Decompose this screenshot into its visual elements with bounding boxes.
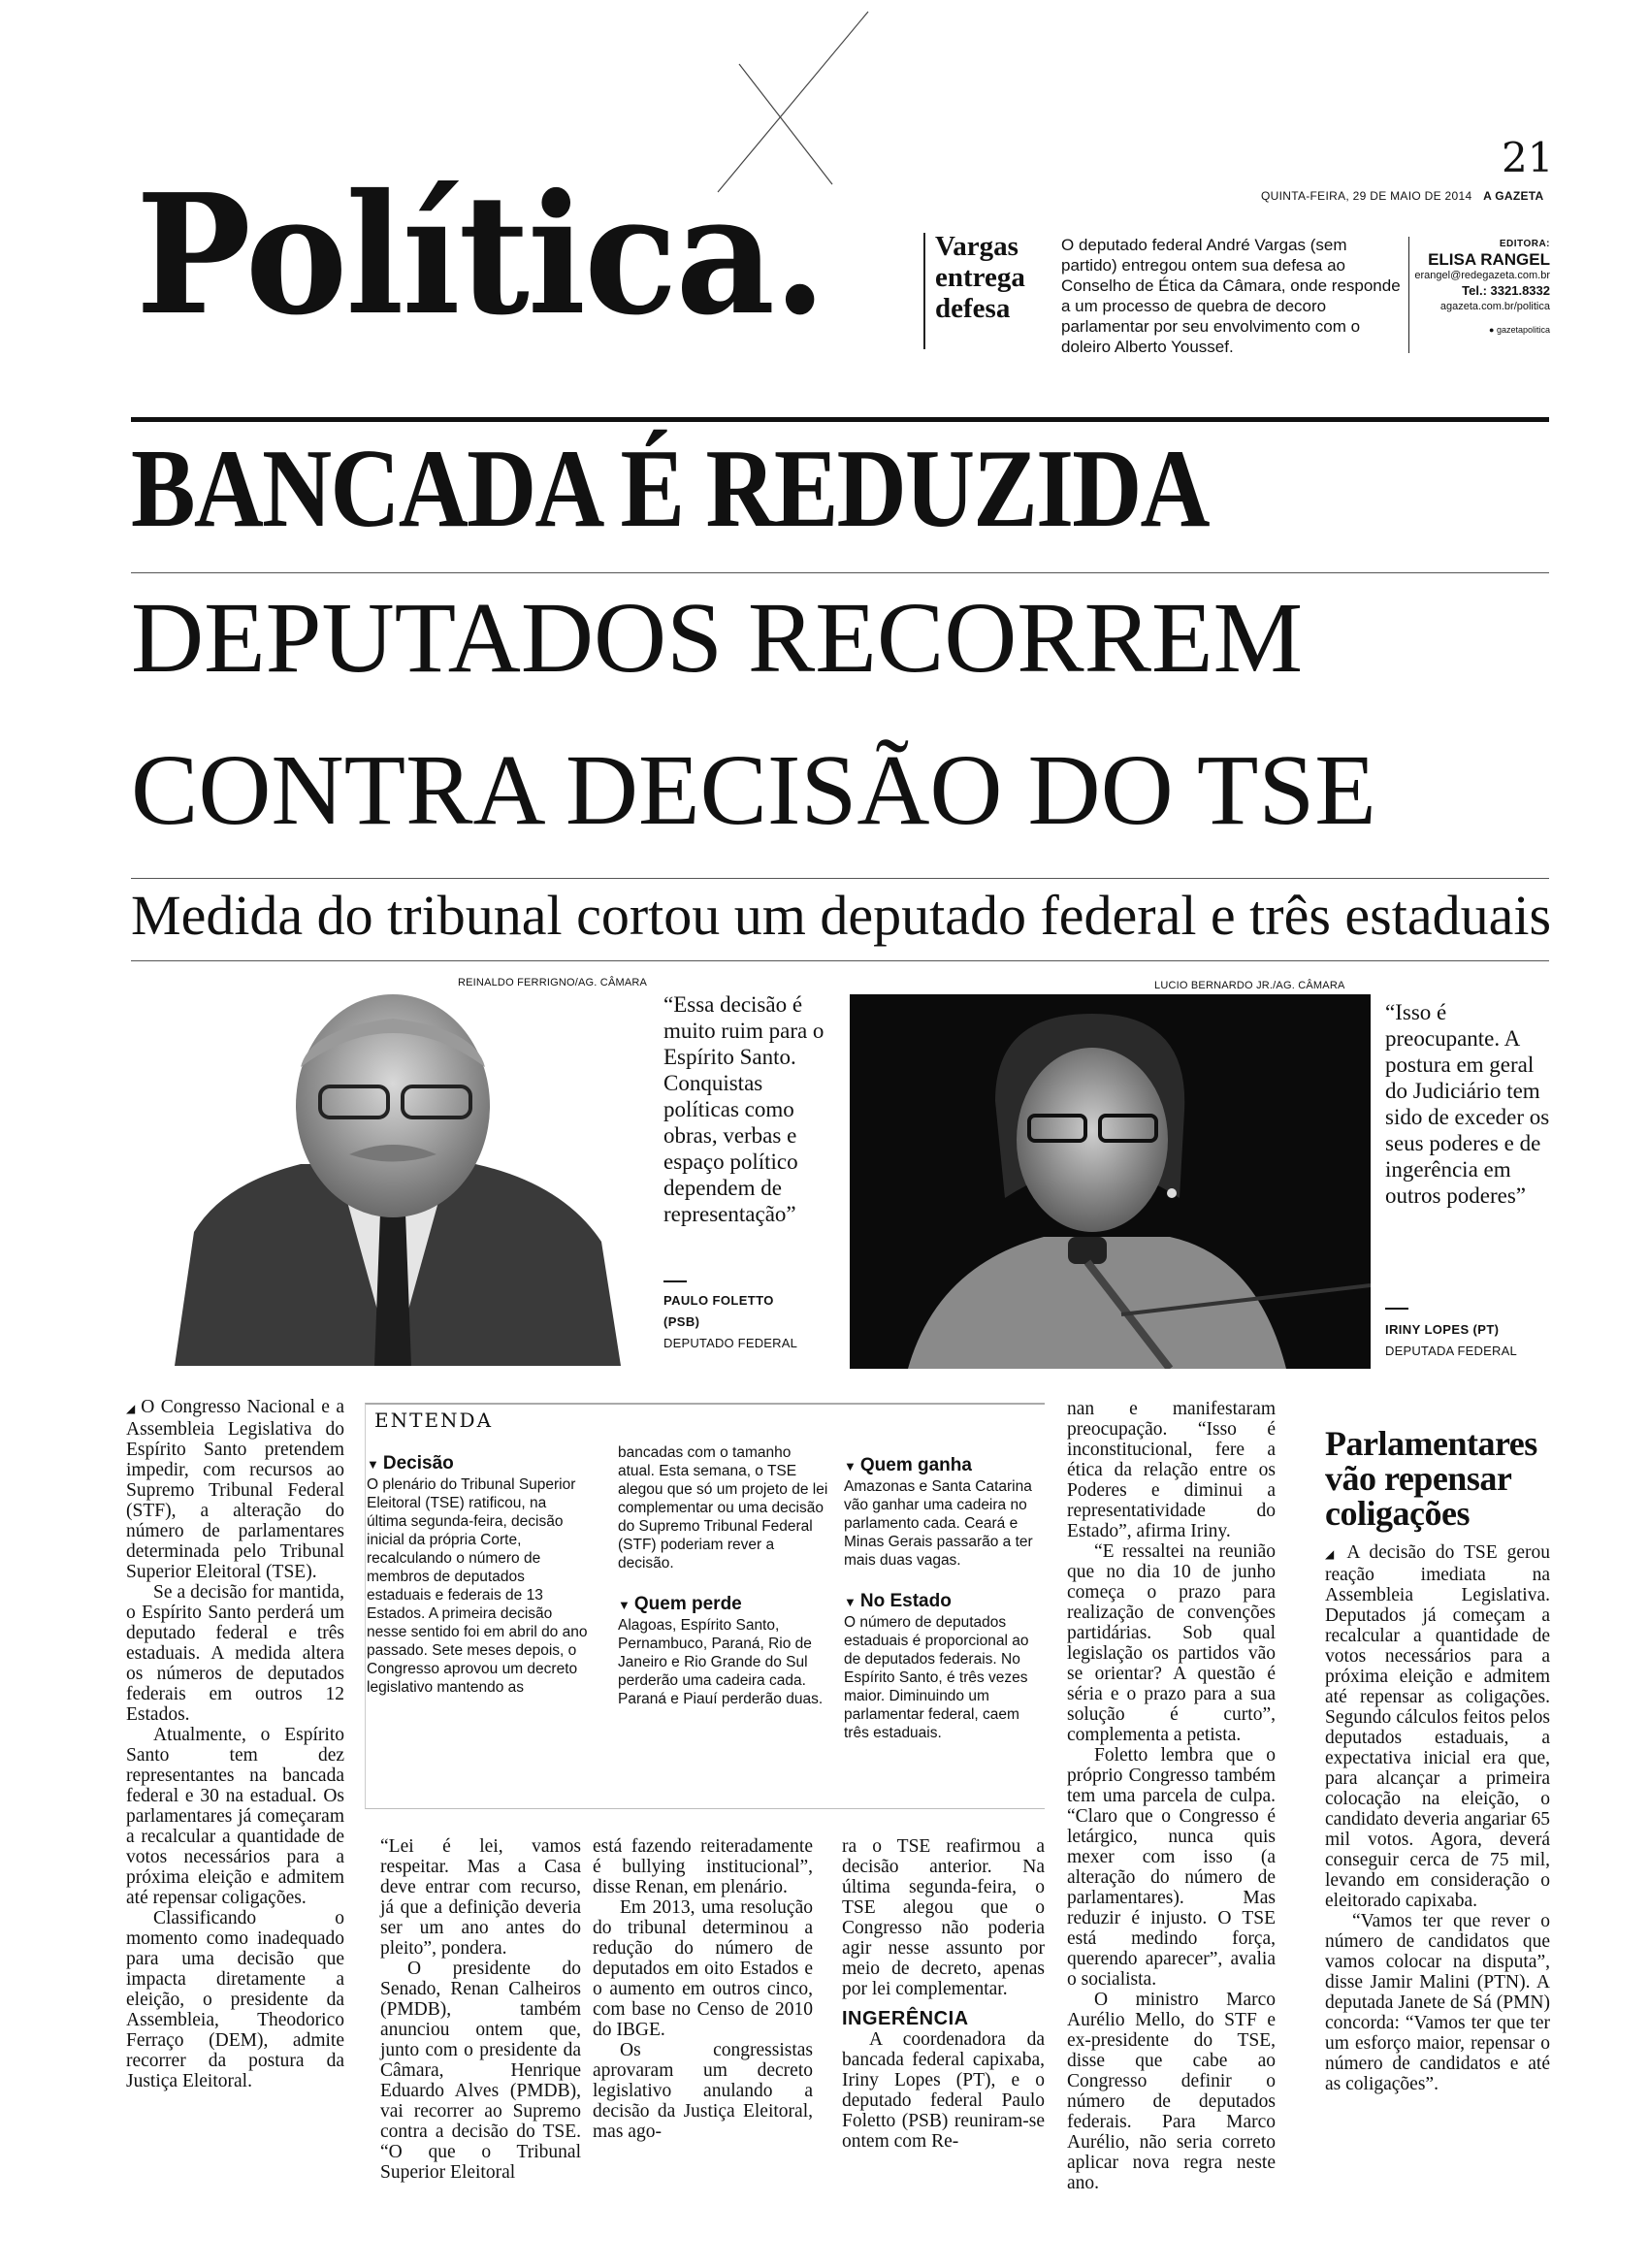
editor-social-handle: gazetapolitica: [1496, 325, 1550, 335]
article-paragraph: nan e manifestaram preocupação. “Isso é inconstitucional, fere a ética da relação entre os Poderes e diminui a representatividade do Estado”, afirma Iriny.: [1067, 1399, 1276, 1541]
entenda-heading-text: Decisão: [382, 1453, 454, 1474]
dateline: [1261, 189, 1543, 203]
entenda-text: O plenário do Tribunal Superior Eleitoral (TSE) ratificou, na última segunda-feira, decisão inicial da própria Corte, recalculando o número de membros de deputados estaduais e federais de 13 Estados. A primeira decisão nesse sentido foi em abril do ano passado. Sete meses depois, o Congresso aprovou um decreto legislativo mantendo as: [367, 1476, 588, 1696]
article-paragraph: está fazendo reiteradamente é bullying institucional”, disse Renan, em plenário.: [593, 1836, 813, 1897]
section-title: Política.: [136, 158, 825, 352]
article-paragraph-text: O Congresso Nacional e a Assembleia Legislativa do Espírito Santo pretendem impedir, com recursos ao Supremo Tribunal Federal (STF), a alteração do número de parlamentares determinada pelo Tribunal Superior Eleitoral (TSE).: [126, 1397, 344, 1582]
editor-phone: Tel.: 3321.8332: [1462, 283, 1550, 298]
article-paragraph: Foletto lembra que o próprio Congresso também tem uma parcela de culpa. “Claro que o Congresso é letárgico, nunca quis mexer com isso (a alteração do número de parlamentares). Mas reduzir é injusto. O TSE está medindo força, querendo aparecer”, avalia o socialista.: [1067, 1745, 1276, 1990]
editor-label: EDITORA:: [1499, 239, 1550, 249]
editor-social: [1406, 322, 1550, 338]
editor-block: [1406, 237, 1550, 338]
rule-top: [131, 417, 1549, 422]
article-column: [126, 1397, 344, 2091]
sidebar-column: [1325, 1542, 1550, 2094]
quote-source-party: (PSB): [663, 1314, 700, 1329]
article-paragraph: Em 2013, uma resolução do tribunal determinou a redução do número de deputados em oito Estados e o aumento em outros cinco, com base no Censo de 2010 do IBGE.: [593, 1897, 813, 2040]
pull-quote: “Essa decisão é muito ruim para o Espírito Santo. Conquistas políticas como obras, verbas e espaço político dependem de representação”: [663, 992, 824, 1226]
rule: [131, 878, 1549, 879]
entenda-text: Alagoas, Espírito Santo, Pernambuco, Paraná, Rio de Janeiro e Rio Grande do Sul perderão uma cadeira cada. Paraná e Piauí perderão duas.: [618, 1617, 824, 1707]
headline-kicker: BANCADA É REDUZIDA: [131, 427, 1209, 551]
quote-source-name: IRINY LOPES (PT): [1385, 1322, 1500, 1337]
entenda-heading-text: Quem perde: [633, 1594, 742, 1614]
entenda-heading-text: No Estado: [859, 1591, 952, 1611]
quote-source-role: DEPUTADO FEDERAL: [663, 1336, 798, 1350]
headline-line-1: DEPUTADOS RECORREM: [131, 582, 1304, 694]
article-paragraph: Se a decisão for mantida, o Espírito Santo perderá um deputado federal e três estaduais. A medida altera os números de deputados federais em outros 12 Estados.: [126, 1582, 344, 1725]
headline-line-2: CONTRA DECISÃO DO TSE: [131, 734, 1376, 846]
quote-source: [663, 1290, 797, 1354]
paragraph-marker-icon: ◢: [1325, 1547, 1347, 1561]
article-paragraph: O presidente do Senado, Renan Calheiros (PMDB), também anunciou ontem que, junto com o presidente da Câmara, Henrique Eduardo Alves (PMDB), vai recorrer ao Supremo contra a decisão do TSE. “O que o Tribunal Superior Eleitoral: [380, 1959, 581, 2183]
sidebar-paragraph: “Vamos ter que rever o número de candidatos que vamos colocar na disputa”, disse Jamir Malini (PTN). A deputada Janete de Sá (PMN) concorda: “Vamos ter que ter um esforço maior, repensar o número de candidatos e até as coligações”.: [1325, 1911, 1550, 2094]
page-number: 21: [1502, 134, 1554, 181]
entenda-text: Amazonas e Santa Catarina vão ganhar uma cadeira no parlamento cada. Ceará e Minas Gerais passarão a ter mais duas vagas.: [844, 1478, 1033, 1569]
entenda-heading: [844, 1455, 1048, 1477]
article-subhead: INGERÊNCIA: [842, 2008, 969, 2029]
photo-iriny-lopes: [850, 994, 1371, 1369]
article-paragraph: A coordenadora da bancada federal capixaba, Iriny Lopes (PT), e o deputado federal Paulo Foletto (PSB) reuniram-se ontem com Re-: [842, 2029, 1045, 2152]
editor-email: erangel@redegazeta.com.br: [1414, 270, 1550, 281]
paragraph-marker-icon: ◢: [126, 1402, 142, 1415]
article-column: [380, 1836, 581, 2183]
editor-url: agazeta.com.br/politica: [1439, 301, 1550, 312]
article-paragraph: Atualmente, o Espírito Santo tem dez representantes na bancada federal e 30 na estadual. Os parlamentares já começaram a recalcular a quantidade de votos necessários para a próxima eleição e admitem até repensar coligações.: [126, 1725, 344, 1908]
pull-quote: “Isso é preocupante. A postura em geral do Judiciário tem sido de exceder os seus poderes e de ingerência em outros poderes”: [1385, 1000, 1550, 1208]
sidebar-paragraph-text: A decisão do TSE gerou reação imediata na Assembleia Legislativa. Deputados já começam a recalcular a quantidade de votos necessários para a próxima eleição e admitem até repensar as coligações. Segundo cálculos feitos pelos deputados estaduais, a expectativa inicial era que, para alcançar a primeira colocação na eleição, o candidato deveria angariar 65 mil votos. Agora, deverá conseguir cerca de 75 mil, levando em consideração o eleitorado capixaba.: [1325, 1542, 1550, 1911]
article-paragraph: ra o TSE reafirmou a decisão anterior. Na última segunda-feira, o TSE alegou que o Congresso não poderia agir nesse assunto por meio de decreto, apenas por lei complementar.: [842, 1836, 1045, 1999]
triangle-down-icon: ▼: [844, 1595, 857, 1609]
triangle-down-icon: ▼: [618, 1598, 630, 1612]
article-column: [842, 1836, 1045, 2152]
quote-source: [1385, 1319, 1517, 1362]
publication-name: A GAZETA: [1483, 189, 1544, 203]
quote-source-role: DEPUTADA FEDERAL: [1385, 1344, 1517, 1358]
entenda-column: [618, 1443, 831, 1708]
article-paragraph: Classificando o momento como inadequado para uma decisão que impacta diretamente a eleição, o presidente da Assembleia, Theodorico Ferraço (DEM), admite recorrer da postura da Justiça Eleitoral.: [126, 1908, 344, 2091]
entenda-heading: [618, 1594, 831, 1616]
entenda-column: [367, 1453, 590, 1697]
quote-dash: [663, 1280, 687, 1282]
dateline-date: QUINTA-FEIRA, 29 DE MAIO DE 2014: [1261, 189, 1472, 203]
article-column: [1067, 1399, 1276, 2193]
photo-paulo-foletto: [155, 989, 645, 1366]
entenda-text: bancadas com o tamanho atual. Esta semana, o TSE alegou que só um projeto de lei complementar ou uma decisão do Supremo Tribunal Federal (STF) poderiam rever a decisão.: [618, 1444, 828, 1571]
sidebar-title: Parlamentares vão repensar coligações: [1325, 1424, 1537, 1533]
entenda-label: ENTENDA: [374, 1409, 494, 1432]
article-paragraph: O ministro Marco Aurélio Mello, do STF e ex-presidente do TSE, disse que cabe ao Congresso definir o número de deputados federais. Para Marco Aurélio, não seria correto aplicar nova regra neste ano.: [1067, 1990, 1276, 2193]
social-icon: ●: [1489, 325, 1497, 335]
entenda-heading: [844, 1591, 1048, 1613]
triangle-down-icon: ▼: [844, 1459, 857, 1474]
editor-name: ELISA RANGEL: [1428, 250, 1550, 269]
photo-credit: REINALDO FERRIGNO/AG. CÂMARA: [458, 977, 648, 988]
rule: [131, 572, 1549, 573]
article-paragraph: [126, 1397, 344, 1582]
article-paragraph: “Lei é lei, vamos respeitar. Mas a Casa deve entrar com recurso, já que a definição deveria ser um ano antes do pleito”, pondera.: [380, 1836, 581, 1959]
sidebar-paragraph: [1325, 1542, 1550, 1911]
rule: [131, 960, 1549, 961]
entenda-text: O número de deputados estaduais é proporcional ao de deputados federais. No Espírito Santo, é três vezes maior. Diminuindo um parlamentar federal, caem três estaduais.: [844, 1614, 1029, 1741]
subheadline: Medida do tribunal cortou um deputado federal e três estaduais: [131, 884, 1552, 947]
triangle-down-icon: ▼: [367, 1457, 379, 1472]
article-paragraph: “E ressaltei na reunião que no dia 10 de junho começa o prazo para realização de convenções partidárias. Sob qual legislação os partidos vão se orientar? A questão é séria e o prazo para a sua solução é curto”, complementa a petista.: [1067, 1541, 1276, 1745]
entenda-heading-text: Quem ganha: [859, 1455, 972, 1475]
entenda-heading: [367, 1453, 590, 1475]
entenda-column: [844, 1455, 1048, 1742]
teaser-title: Vargas entrega defesa: [935, 231, 1025, 324]
teaser-divider: [923, 233, 925, 349]
photo-credit: LUCIO BERNARDO JR./AG. CÂMARA: [1154, 980, 1345, 991]
article-paragraph: Os congressistas aprovaram um decreto legislativo anulando a decisão da Justiça Eleitoral, mas ago-: [593, 2040, 813, 2142]
article-column: [593, 1836, 813, 2142]
teaser-text: O deputado federal André Vargas (sem partido) entregou ontem sua defesa ao Conselho de Ética da Câmara, onde responde a um processo de quebra de decoro parlamentar por seu envolvimento com o doleiro Alberto Youssef.: [1061, 236, 1401, 356]
quote-source-name: PAULO FOLETTO: [663, 1293, 774, 1308]
quote-dash: [1385, 1308, 1408, 1310]
